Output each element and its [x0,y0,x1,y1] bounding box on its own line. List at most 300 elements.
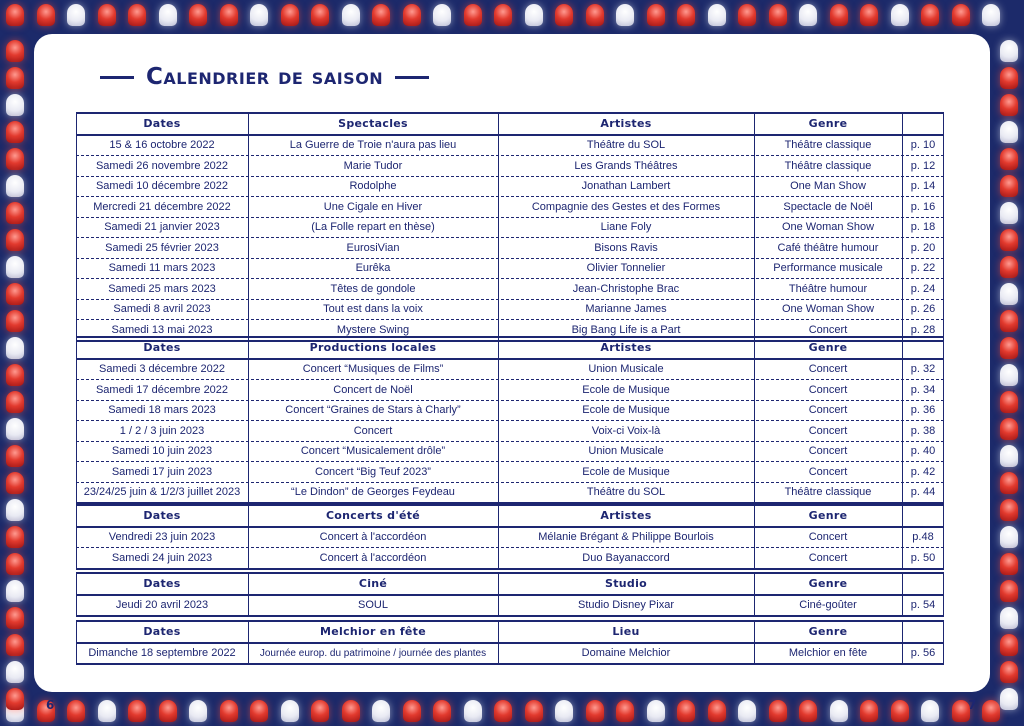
table-header-row [76,504,944,528]
light-bulb-icon [6,337,24,359]
cell-date: 1 / 2 / 3 juin 2023 [119,424,205,437]
cell-title: Concert “Musicalement drôle” [300,445,446,458]
light-bulb-icon [1000,310,1018,332]
light-bulb-icon [6,40,24,62]
column-divider [248,112,249,342]
cell-title: EurosiVian [346,241,400,254]
schedule-table [76,572,944,617]
column-divider [902,504,903,570]
cell-page-ref: p. 50 [910,551,936,564]
column-divider [76,336,77,504]
cell-artist: Ecole de Musique [582,465,670,478]
column-header-artist: Artistes [600,117,652,131]
light-bulb-icon [799,4,817,26]
cell-title: Rodolphe [349,180,397,193]
light-bulb-icon [6,391,24,413]
column-header-genre: Genre [808,509,848,523]
cell-genre: Concert [808,445,848,458]
light-bulb-icon [555,4,573,26]
column-header-date: Dates [143,117,181,131]
column-header-genre: Genre [808,117,848,131]
column-divider [248,504,249,570]
light-bulb-icon [311,4,329,26]
cell-title: Têtes de gondole [330,282,416,295]
column-header-title: Concerts d'été [325,509,421,523]
column-header-date: Dates [143,577,181,591]
cell-genre: Performance musicale [773,262,883,275]
cell-page-ref: p. 10 [910,139,936,152]
light-bulb-icon [6,364,24,386]
cell-page-ref: p. 20 [910,241,936,254]
light-bulb-icon [6,256,24,278]
table-row [76,401,944,422]
light-bulb-icon [1000,526,1018,548]
column-divider [754,572,755,617]
light-bulb-icon [433,4,451,26]
light-bulb-icon [6,310,24,332]
cell-genre: Spectacle de Noël [783,200,873,213]
light-bulb-icon [677,4,695,26]
table-row [76,462,944,483]
light-bulb-icon [6,418,24,440]
cell-title: Concert “Musiques de Films” [302,363,444,376]
cell-genre: Ciné-goûter [799,599,857,612]
column-divider [76,572,77,617]
light-bulb-icon [952,4,970,26]
cell-genre: Théâtre classique [784,139,872,152]
column-divider [754,112,755,342]
column-divider [498,112,499,342]
cell-page-ref: p. 28 [910,323,936,336]
cell-title: Marie Tudor [343,159,403,172]
cell-artist: Duo Bayanaccord [582,551,670,564]
light-bulb-icon [189,700,207,722]
light-bulb-icon [6,499,24,521]
table-row [76,218,944,239]
light-bulb-icon [1000,40,1018,62]
cell-title: Concert “Big Teuf 2023” [315,465,431,478]
table-row [76,380,944,401]
light-bulb-icon [342,4,360,26]
light-bulb-icon [708,700,726,722]
column-header-title: Ciné [358,577,388,591]
cell-date: Samedi 18 mars 2023 [108,404,216,417]
light-bulb-icon [342,700,360,722]
light-bulb-icon [159,700,177,722]
table-row [76,360,944,381]
light-bulb-icon [1000,553,1018,575]
cell-date: Samedi 26 novembre 2022 [95,159,229,172]
column-header-page-ref [902,574,944,594]
column-header-title: Melchior en fête [320,625,426,639]
light-bulb-icon [891,4,909,26]
light-bulb-icon [6,94,24,116]
cell-date: Dimanche 18 septembre 2022 [88,647,236,660]
light-bulb-icon [281,700,299,722]
cell-genre: Concert [808,465,848,478]
cell-page-ref: p. 14 [910,180,936,193]
light-bulb-icon [6,4,24,26]
cell-genre: Café théâtre humour [777,241,879,254]
light-bulb-icon [1000,121,1018,143]
cell-artist: Domaine Melchior [581,647,671,660]
light-bulb-icon [586,4,604,26]
column-header-artist: Artistes [600,341,652,355]
cell-genre: Concert [808,551,848,564]
table-row [76,156,944,177]
page-number-left: 6 [46,698,55,712]
light-bulb-icon [860,4,878,26]
cell-title: “Le Dindon” de Georges Feydeau [291,486,455,499]
cell-page-ref: p. 18 [910,221,936,234]
cell-genre: Concert [808,323,848,336]
light-bulb-icon [464,4,482,26]
column-header-date: Dates [143,625,181,639]
cell-artist: Olivier Tonnelier [586,262,666,275]
light-bulb-icon [6,580,24,602]
light-bulb-icon [6,175,24,197]
column-divider [943,572,944,617]
light-bulb-icon [220,700,238,722]
light-bulb-icon [6,661,24,683]
cell-artist: Mélanie Brégant & Philippe Bourlois [538,531,714,544]
light-bulb-icon [1000,661,1018,683]
column-divider [76,620,77,665]
light-bulb-icon [891,700,909,722]
light-bulb-icon [586,700,604,722]
title-dash-left [100,76,134,79]
schedule-table [76,620,944,665]
column-header-page-ref [902,506,944,526]
cell-artist: Jean-Christophe Brac [572,282,680,295]
light-bulb-icon [982,4,1000,26]
column-divider [943,504,944,570]
page-title [88,64,441,90]
light-bulb-icon [494,700,512,722]
cell-date: Samedi 21 janvier 2023 [104,221,220,234]
light-bulb-icon [616,700,634,722]
cell-genre: One Woman Show [781,221,875,234]
column-header-title: Productions locales [309,341,437,355]
light-bulb-icon [6,67,24,89]
column-divider [498,336,499,504]
light-bulb-icon [1000,418,1018,440]
light-bulb-icon [769,700,787,722]
cell-page-ref: p. 16 [910,200,936,213]
table-header-row [76,572,944,596]
light-bulb-icon [525,700,543,722]
light-bulb-icon [6,472,24,494]
cell-genre: One Woman Show [781,303,875,316]
cell-date: Samedi 17 décembre 2022 [95,383,229,396]
cell-date: Mercredi 21 décembre 2022 [93,200,231,213]
light-bulb-icon [220,4,238,26]
light-bulb-icon [1000,472,1018,494]
light-bulb-icon [128,700,146,722]
cell-date: Vendredi 23 juin 2023 [108,531,216,544]
column-header-genre: Genre [808,625,848,639]
cell-artist: Voix-ci Voix-là [591,424,661,437]
cell-page-ref: p. 42 [910,465,936,478]
cell-page-ref: p. 24 [910,282,936,295]
light-bulb-icon [1000,607,1018,629]
cell-title: Concert de Noël [333,383,413,396]
cell-page-ref: p. 38 [910,424,936,437]
light-bulb-icon [6,553,24,575]
cell-date: Samedi 17 juin 2023 [111,465,213,478]
cell-genre: One Man Show [790,180,866,193]
light-bulb-icon [738,4,756,26]
light-bulb-icon [98,700,116,722]
cell-genre: Concert [808,363,848,376]
light-bulb-icon [1000,148,1018,170]
light-bulb-icon [311,700,329,722]
light-bulb-icon [6,202,24,224]
light-bulb-icon [1000,364,1018,386]
light-bulb-icon [159,4,177,26]
cell-genre: Concert [808,404,848,417]
column-divider [902,572,903,617]
table-row [76,442,944,463]
light-bulb-icon [1000,67,1018,89]
cell-date: Samedi 13 mai 2023 [111,323,213,336]
table-row [76,644,944,666]
cell-artist: Théâtre du SOL [586,486,666,499]
cell-title: Journée europ. du patrimoine / journée des plantes [259,647,487,659]
cell-date: Samedi 10 juin 2023 [111,445,213,458]
cell-artist: Jonathan Lambert [581,180,671,193]
cell-title: Eurêka [355,262,391,275]
column-header-page-ref [902,338,944,358]
cell-title: Concert à l'accordéon [319,531,427,544]
cell-title: Concert [353,424,393,437]
light-bulb-icon [1000,202,1018,224]
column-divider [943,620,944,665]
column-header-artist: Lieu [612,625,640,639]
light-bulb-icon [98,4,116,26]
light-bulb-icon [525,4,543,26]
light-bulb-icon [830,4,848,26]
table-row [76,177,944,198]
page-number-right: 7 [968,698,977,712]
light-bulb-icon [67,700,85,722]
table-row [76,421,944,442]
column-divider [943,336,944,504]
cell-date: Samedi 10 décembre 2022 [95,180,229,193]
column-header-genre: Genre [808,577,848,591]
table-row [76,279,944,300]
column-divider [248,336,249,504]
table-header-row [76,620,944,644]
light-bulb-icon [1000,445,1018,467]
cell-artist: Union Musicale [588,445,664,458]
cell-date: Samedi 11 mars 2023 [108,262,216,275]
table-header-row [76,336,944,360]
column-divider [754,504,755,570]
cell-genre: Concert [808,424,848,437]
light-bulb-icon [372,4,390,26]
light-bulb-icon [37,4,55,26]
cell-page-ref: p. 40 [910,445,936,458]
column-divider [943,112,944,342]
cell-date: Samedi 3 décembre 2022 [99,363,225,376]
light-bulb-icon [6,148,24,170]
light-bulb-icon [403,4,421,26]
cell-date: Samedi 24 juin 2023 [111,551,213,564]
table-row [76,136,944,157]
cell-genre: Concert [808,531,848,544]
light-bulb-icon [6,121,24,143]
light-bulb-icon [433,700,451,722]
light-bulb-icon [708,4,726,26]
column-divider [498,504,499,570]
table-row [76,300,944,321]
light-bulb-icon [250,700,268,722]
cell-artist: Les Grands Théâtres [574,159,678,172]
light-bulb-icon [921,700,939,722]
light-bulb-icon [1000,337,1018,359]
cell-page-ref: p. 36 [910,404,936,417]
cell-genre: Théâtre classique [784,159,872,172]
light-bulb-icon [1000,499,1018,521]
light-bulb-icon [67,4,85,26]
table-header-row [76,112,944,136]
cell-page-ref: p. 54 [910,599,936,612]
cell-title: La Guerre de Troie n'aura pas lieu [289,139,457,152]
cell-genre: Théâtre classique [784,486,872,499]
light-bulb-icon [616,4,634,26]
cell-page-ref: p. 12 [910,159,936,172]
cell-artist: Liane Foly [600,221,652,234]
column-header-genre: Genre [808,341,848,355]
light-bulb-icon [6,607,24,629]
light-bulb-icon [6,634,24,656]
cell-page-ref: p.48 [912,531,934,544]
calendar-page [34,34,990,712]
light-bulb-icon [6,229,24,251]
light-bulb-icon [799,700,817,722]
light-bulb-icon [189,4,207,26]
light-bulb-icon [6,526,24,548]
light-bulb-icon [982,700,1000,722]
cell-date: 15 & 16 octobre 2022 [109,139,215,152]
column-divider [76,504,77,570]
light-bulb-icon [1000,391,1018,413]
cell-page-ref: p. 56 [910,647,936,660]
cell-artist: Union Musicale [588,363,664,376]
column-header-title: Spectacles [338,117,408,131]
cell-artist: Ecole de Musique [582,404,670,417]
cell-title: Concert à l'accordéon [319,551,427,564]
cell-artist: Ecole de Musique [582,383,670,396]
cell-genre: Concert [808,383,848,396]
light-bulb-icon [1000,175,1018,197]
cell-page-ref: p. 22 [910,262,936,275]
column-divider [902,336,903,504]
cell-artist: Studio Disney Pixar [578,599,674,612]
cell-title: Tout est dans la voix [323,303,423,316]
light-bulb-icon [555,700,573,722]
column-divider [902,620,903,665]
light-bulb-icon [403,700,421,722]
title-dash-right [395,76,429,79]
light-bulb-icon [250,4,268,26]
cell-title: SOUL [358,599,388,612]
cell-page-ref: p. 32 [910,363,936,376]
cell-page-ref: p. 44 [910,486,936,499]
cell-artist: Théâtre du SOL [586,139,666,152]
column-divider [248,620,249,665]
cell-artist: Big Bang Life is a Part [571,323,681,336]
light-bulb-icon [6,283,24,305]
cell-date: Jeudi 20 avril 2023 [115,599,209,612]
light-bulb-icon [677,700,695,722]
light-bulb-icon [372,700,390,722]
table-row [76,596,944,618]
cell-artist: Bisons Ravis [594,241,658,254]
cell-date: 23/24/25 juin & 1/2/3 juillet 2023 [83,486,241,499]
light-bulb-icon [738,700,756,722]
cell-page-ref: p. 34 [910,383,936,396]
cell-title: Mystere Swing [336,323,410,336]
light-bulb-icon [952,700,970,722]
light-bulb-icon [769,4,787,26]
light-bulb-icon [860,700,878,722]
light-bulb-icon [494,4,512,26]
cell-date: Samedi 8 avril 2023 [113,303,211,316]
light-bulb-icon [1000,283,1018,305]
table-row [76,238,944,259]
column-header-artist: Artistes [600,509,652,523]
light-bulb-icon [1000,634,1018,656]
cell-genre: Melchior en fête [788,647,868,660]
column-divider [76,112,77,342]
cell-title: Une Cigale en Hiver [323,200,423,213]
column-header-date: Dates [143,341,181,355]
light-bulb-icon [6,688,24,710]
light-bulb-icon [647,700,665,722]
column-header-page-ref [902,114,944,134]
schedule-table [76,336,944,504]
cell-date: Samedi 25 mars 2023 [108,282,216,295]
cell-artist: Compagnie des Gestes et des Formes [531,200,721,213]
light-bulb-icon [1000,94,1018,116]
light-bulb-icon [281,4,299,26]
light-bulb-icon [921,4,939,26]
schedule-table [76,504,944,570]
cell-genre: Théâtre humour [788,282,868,295]
light-bulb-icon [830,700,848,722]
cell-title: (La Folle repart en thèse) [311,221,435,234]
table-row [76,548,944,570]
light-bulb-icon [464,700,482,722]
column-header-page-ref [902,622,944,642]
table-row [76,528,944,549]
column-divider [498,572,499,617]
light-bulb-icon [6,445,24,467]
light-bulb-icon [128,4,146,26]
table-row [76,259,944,280]
column-divider [248,572,249,617]
cell-page-ref: p. 26 [910,303,936,316]
page-title-text: Calendrier de saison [146,64,384,90]
cell-artist: Marianne James [585,303,667,316]
light-bulb-icon [1000,229,1018,251]
column-divider [754,336,755,504]
light-bulb-icon [1000,580,1018,602]
cell-title: Concert “Graines de Stars à Charly” [285,404,461,417]
column-divider [498,620,499,665]
